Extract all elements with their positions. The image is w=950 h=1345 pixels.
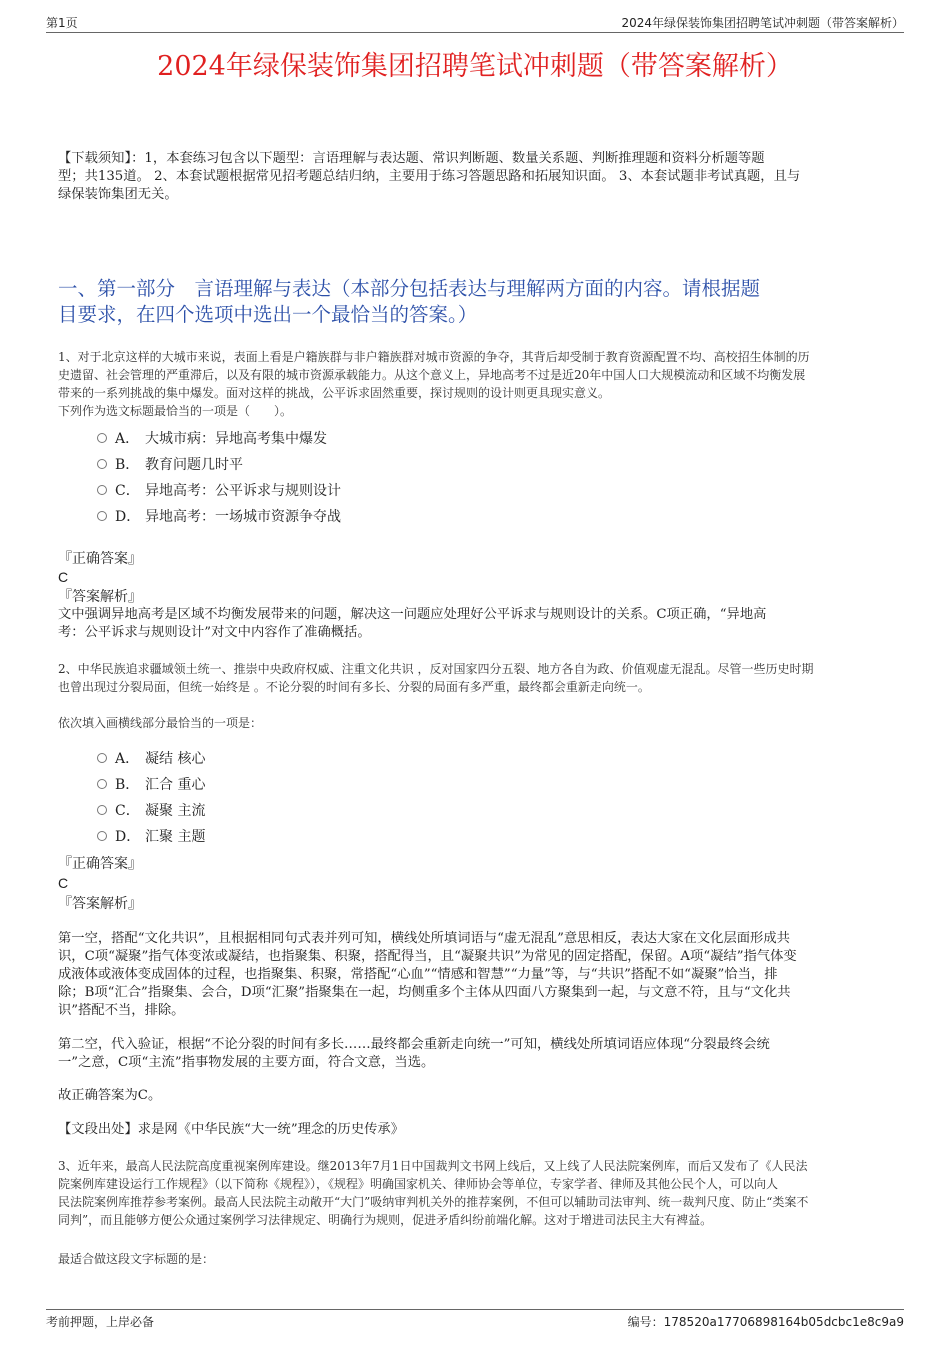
footer-slogan: 考前押题，上岸必备 — [46, 1315, 155, 1329]
radio-icon[interactable] — [97, 805, 107, 815]
q2-answer: C — [58, 875, 69, 891]
header-divider — [46, 32, 904, 33]
header-doc-title: 2024年绿保装饰集团招聘笔试冲刺题（带答案解析） — [621, 16, 904, 30]
q1-option-d[interactable]: D． 异地高考：一场城市资源争夺战 — [97, 507, 341, 527]
radio-icon[interactable] — [97, 485, 107, 495]
radio-icon[interactable] — [97, 459, 107, 469]
q2-option-b[interactable]: B． 汇合 重心 — [97, 775, 205, 795]
question-1-stem: 1、对于北京这样的大城市来说，表面上看是户籍族群与非户籍族群对城市资源的争夺，其背后却受制于教育资源配置不均、高校招生体制的历 史遗留、社会管理的严重滞后，以及有限的城市资源承载能力。从这个意义上，异地高考不过是近20年中国人口大规模流动和区域不均衡发展 带来的一系列挑战的集中爆发。面对这样的挑战，公平诉求固然重要，探讨规则的设计则更具现实意义。 下列作为选文标题最恰当的一项是（ ）。 — [58, 350, 810, 418]
notice-label: 【下载须知】 — [58, 151, 132, 166]
q2-source: 【文段出处】求是网《中华民族“大一统”理念的历史传承》 — [58, 1122, 405, 1137]
q2-correct-label: 『正确答案』 — [58, 856, 142, 872]
q2-option-a[interactable]: A． 凝结 核心 — [97, 749, 205, 769]
footer-code: 编号：178520a17706898164b05dcbc1e8c9a9 — [627, 1315, 904, 1329]
q1-option-c[interactable]: C． 异地高考：公平诉求与规则设计 — [97, 481, 341, 501]
q1-option-b[interactable]: B． 教育问题几时平 — [97, 455, 243, 475]
radio-icon[interactable] — [97, 433, 107, 443]
q2-analysis-label: 『答案解析』 — [58, 896, 142, 912]
q2-analysis-paragraph-2: 第二空，代入验证，根据“不论分裂的时间有多长……最终都会重新走向统一”可知，横线处所填词语应体现“分裂最终会统 一”之意，C项“主流”指事物发展的主要方面，符合文意，当选。 — [58, 1037, 770, 1070]
q2-option-c[interactable]: C． 凝聚 主流 — [97, 801, 205, 821]
q2-analysis-paragraph-1: 第一空，搭配“文化共识”，且根据相同句式表并列可知，横线处所填词语与“虚无混乱”意思相反，表达大家在文化层面形成共 识，C项“凝聚”指气体变浓或凝结，也指聚集、积聚，搭配得当，且“凝聚共识”为常见的固定搭配，保留。A项“凝结”指气体变 成液体或液体变成固体的过程，也指聚集、积聚，常搭配“心血”“情感和智慧”“力量”等，与“共识”搭配不如“凝聚”恰当，排 除；B项“汇合”指聚集、会合，D项“汇聚”指聚集在一起，均侧重多个主体从四面八方聚集到一起，与文意不符，且与“文化共 识”搭配不当，排除。 — [58, 931, 797, 1018]
document-code: 178520a17706898164b05dcbc1e8c9a9 — [663, 1315, 904, 1329]
q1-correct-label: 『正确答案』 — [58, 551, 142, 567]
radio-icon[interactable] — [97, 753, 107, 763]
radio-icon[interactable] — [97, 511, 107, 521]
question-2-stem: 2、中华民族追求疆域领土统一、推崇中央政府权威、注重文化共识 ，反对国家四分五裂、地方各自为政、价值观虚无混乱。尽管一些历史时期 也曾出现过分裂局面，但统一始终是 。不论分裂的时间有多长、分裂的局面有多严重，最终都会重新走向统一。 — [58, 662, 814, 694]
question-2-prompt: 依次填入画横线部分最恰当的一项是： — [58, 716, 263, 730]
q1-analysis-label: 『答案解析』 — [58, 589, 142, 605]
section-heading: 一、第一部分 言语理解与表达（本部分包括表达与理解两方面的内容。请根据题 目要求，在四个选项中选出一个最恰当的答案。） — [58, 277, 761, 326]
q1-analysis: 文中强调异地高考是区域不均衡发展带来的问题，解决这一问题应处理好公平诉求与规则设计的关系。C项正确，“异地高 考：公平诉求与规则设计”对文中内容作了准确概括。 — [58, 607, 767, 640]
page-number: 第1页 — [46, 16, 78, 30]
page-title: 2024年绿保装饰集团招聘笔试冲刺题（带答案解析） — [157, 51, 793, 82]
download-notice: 【下载须知】：1，本套练习包含以下题型：言语理解与表达题、常识判断题、数量关系题、判断推理题和资料分析题等题 型；共135道。 2、本套试题根据常见招考题总结归纳，主要用于练习答题思路和拓展知识面。 3、本套试题非考试真题，且与 绿保装饰集团无关。 — [58, 151, 801, 202]
q2-option-d[interactable]: D． 汇聚 主题 — [97, 827, 205, 847]
question-3-prompt: 最适合做这段文字标题的是： — [58, 1252, 215, 1266]
radio-icon[interactable] — [97, 831, 107, 841]
q2-conclusion: 故正确答案为C。 — [58, 1088, 162, 1103]
question-3-stem: 3、近年来，最高人民法院高度重视案例库建设。继2013年7月1日中国裁判文书网上线后，又上线了人民法院案例库，而后又发布了《人民法 院案例库建设运行工作规程》（以下简称《规程》），《规程》明确国家机关、律师协会等单位，专家学者、律师及其他公民个人，可以向人 民法院案例库推荐参考案例。最高人民法院主动敞开“大门”吸纳审判机关外的推荐案例，不但可以辅助司法审判、统一裁判尺度、防止“类案不 同判”，而且能够方便公众通过案例学习法律规定、明确行为规则，促进矛盾纠纷前端化解。这对于增进司法民主大有裨益。 — [58, 1159, 809, 1227]
radio-icon[interactable] — [97, 779, 107, 789]
q1-option-a[interactable]: A． 大城市病：异地高考集中爆发 — [97, 429, 327, 449]
footer-divider — [46, 1309, 904, 1310]
q1-answer: C — [58, 569, 69, 585]
